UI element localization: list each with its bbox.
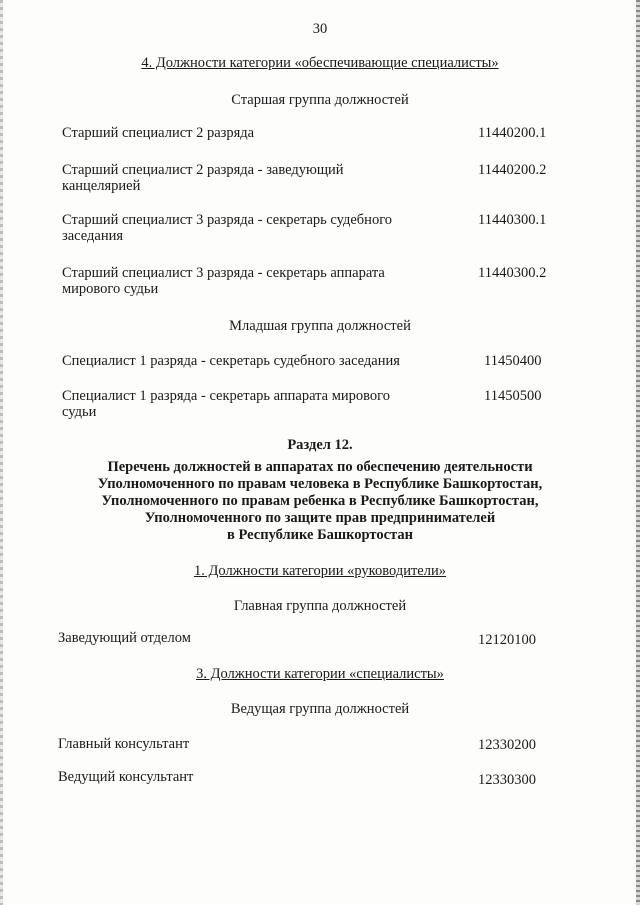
- position-label: Ведущий консультант: [58, 769, 194, 785]
- page-number: 30: [312, 21, 328, 37]
- position-label: Старший специалист 3 разряда - секретарь судебного: [62, 212, 393, 228]
- position-label-cont: заседания: [62, 228, 124, 244]
- section-subtitle-line: Уполномоченного по защите прав предпринимателей: [144, 510, 496, 526]
- position-code: 12330200: [478, 737, 536, 753]
- leading-group-title: Ведущая группа должностей: [230, 701, 410, 717]
- position-code: 11450500: [484, 388, 542, 404]
- position-label: Старший специалист 2 разряда: [62, 125, 255, 141]
- main-group-title: Главная группа должностей: [233, 598, 407, 614]
- position-code: 11450400: [484, 353, 542, 369]
- section-title: Раздел 12.: [287, 437, 353, 453]
- position-label-cont: канцелярией: [62, 178, 141, 194]
- position-code: 12330300: [478, 772, 536, 788]
- position-code: 11440300.2: [478, 265, 547, 281]
- position-label: Специалист 1 разряда - секретарь аппарата мирового: [62, 388, 391, 404]
- position-label-cont: судьи: [62, 404, 97, 420]
- position-label: Специалист 1 разряда - секретарь судебного заседания: [62, 353, 400, 369]
- category-heading-1: 1. Должности категории «руководители»: [194, 563, 446, 579]
- category-heading-4: 4. Должности категории «обеспечивающие специалисты»: [141, 55, 499, 71]
- section-subtitle-line: Перечень должностей в аппаратах по обеспечению деятельности: [107, 459, 533, 475]
- position-label: Старший специалист 2 разряда - заведующий: [62, 162, 344, 178]
- position-label-cont: мирового судьи: [62, 281, 159, 297]
- senior-group-title: Старшая группа должностей: [231, 92, 409, 108]
- section-subtitle-line: Уполномоченного по правам человека в Республике Башкортостан,: [97, 476, 543, 492]
- section-subtitle-line: в Республике Башкортостан: [227, 527, 413, 543]
- position-label: Старший специалист 3 разряда - секретарь аппарата: [62, 265, 385, 281]
- position-label: Заведующий отделом: [58, 630, 191, 646]
- junior-group-title: Младшая группа должностей: [229, 318, 411, 334]
- section-subtitle-line: Уполномоченного по правам ребенка в Республике Башкортостан,: [101, 493, 539, 509]
- position-code: 12120100: [478, 632, 536, 648]
- category-heading-3: 3. Должности категории «специалисты»: [196, 666, 444, 682]
- position-code: 11440300.1: [478, 212, 547, 228]
- position-code: 11440200.2: [478, 162, 547, 178]
- position-label: Главный консультант: [58, 736, 190, 752]
- position-code: 11440200.1: [478, 125, 547, 141]
